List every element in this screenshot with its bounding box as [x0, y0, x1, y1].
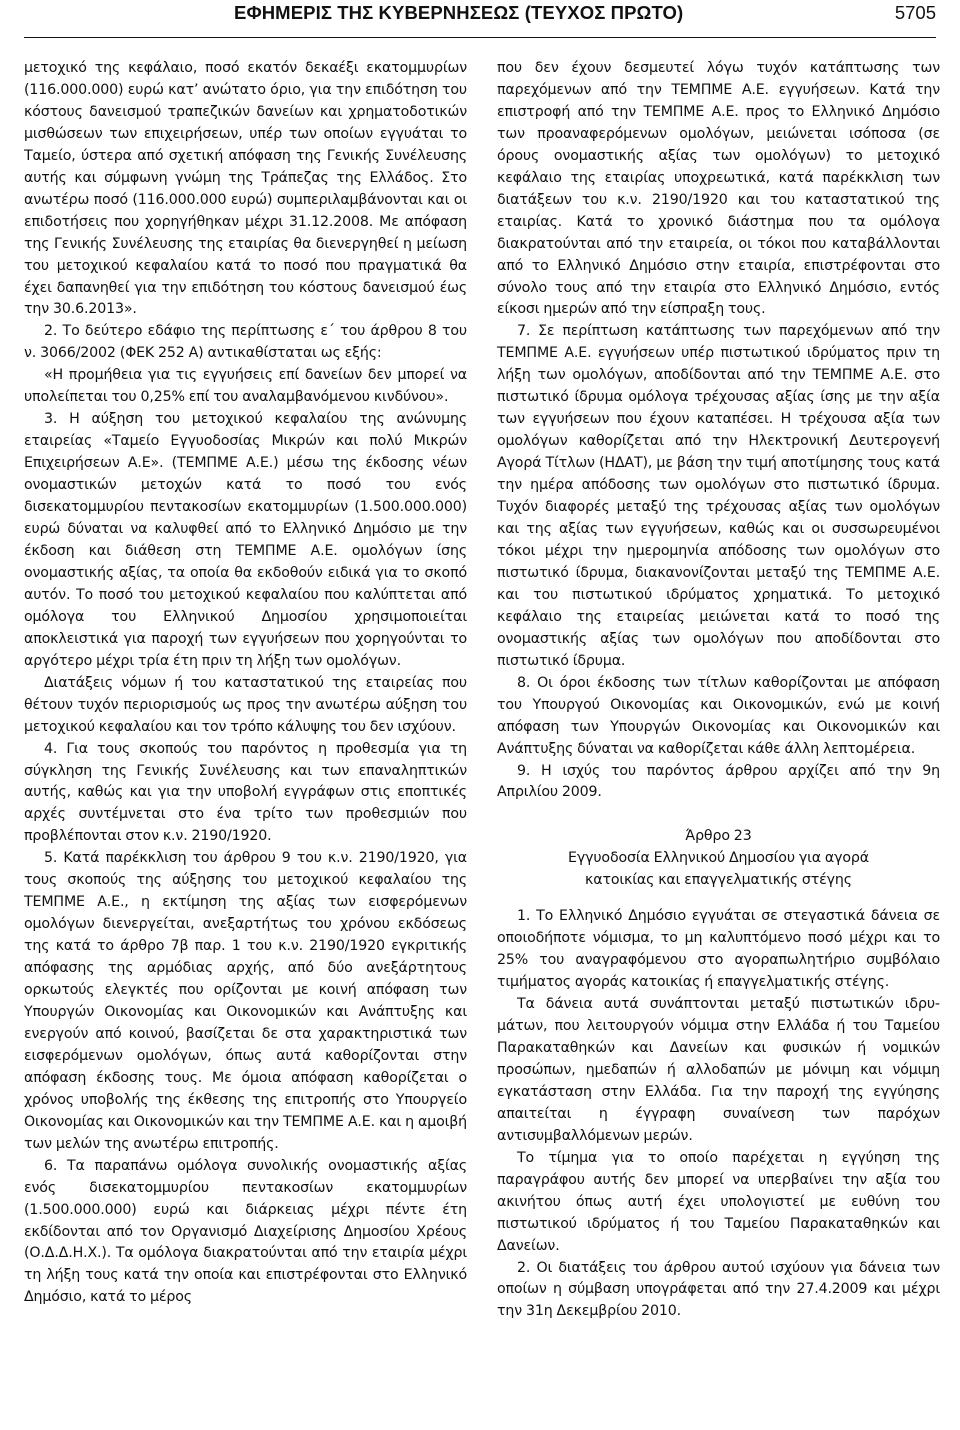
- article-subtitle: κατοικίας και επαγγελματικής στέγης: [585, 872, 852, 889]
- paragraph: 4. Για τους σκοπούς του παρόντος η προθεσμία για τη σύγκληση της Γενικής Συνέλευσης και των επαναληπτικών αυτής, καθώς και για την υποβολή εγγράφων στις εποπτικές αρχές συντέμνεται στο ένα τρίτο των προθεσμιών που προβλέπονται στον κ.ν. 2190/1920.: [24, 740, 467, 845]
- page-header: [24, 0, 936, 34]
- gazette-title: ΕΦΗΜΕΡΙΣ ΤΗΣ ΚΥΒΕΡΝΗΣΕΩΣ (ΤΕΥΧΟΣ ΠΡΩΤΟ): [234, 2, 684, 23]
- paragraph: Τα δάνεια αυτά συνάπτονται μεταξύ πιστωτικών ιδρυμάτων, που λειτουργούν νόμιμα στην Ελλάδα ή του Ταμείου Παρακαταθηκών και Δανείων και φυσικών ή νομικών προσώπων, ημεδαπών ή αλλοδαπών με μόνιμη και νόμιμη εγκατάσταση στην Ελλάδα. Για την παροχή της εγγύησης απαιτείται η έγγραφη συναίνεση των παρόχων αντισυμβαλλόμενων μερών.: [497, 996, 940, 1144]
- paragraph: μετοχικό της κεφάλαιο, ποσό εκατόν δεκαέξι εκατομμυρίων (116.000.000) ευρώ κατ’ ανώτατο όριο, για την επιδότηση του κόστους δανεισμού τραπεζικών δανείων και χρηματοδοτικών μισθώσεων των επιχειρήσεων, υπέρ των οποίων εγγυάται το Ταμείο, ύστερα από σχετική απόφαση της Γενικής Συνέλευσης αυτής και σύμφωνη γνώμη της Τράπεζας της Ελλάδος. Στο ανωτέρω ποσό (116.000.000 ευρώ) συμπεριλαμβάνονται και οι επιδοτήσεις που χορηγήθηκαν μέχρι 31.12.2008. Με απόφαση της Γενικής Συνέλευσης της εταιρίας θα διενεργηθεί η μείωση του μετοχικού κεφαλαίου κατά το ποσό που πραγματικά θα έχει δαπανηθεί για την επιδότηση του κόστους δανεισμού έως την 30.6.2013».: [24, 60, 467, 318]
- paragraph: Διατάξεις νόμων ή του καταστατικού της εταιρείας που θέτουν τυχόν περιορισμούς ως προς την ανωτέρω αύξηση του μετοχικού κεφαλαίου και τον τρόπο κάλυψης του δεν ισχύουν.: [24, 674, 467, 735]
- paragraph: 3. Η αύξηση του μετοχικού κεφαλαίου της ανώνυμης εταιρείας «Ταμείο Εγγυοδοσίας Μικρών και πολύ Μικρών Επιχειρήσεων Α.Ε». (ΤΕΜΠΜΕ Α.Ε.) μέσω της έκδοσης νέων ονομαστικών μετοχών κατά το ποσό του ενός δισεκατομμυρίου πεντακοσίων εκατομμυρίων (1.500.000.000) ευρώ δύναται να καλυφθεί από το Ελληνικό Δημόσιο με την έκδοση και διάθεση στη ΤΕΜΠΜΕ Α.Ε. ομολόγων ίσης ονομαστικής αξίας, τα οποία θα εκδοθούν ειδικά για το σκοπό αυτόν. Το ποσό του μετοχικού κεφαλαίου που καλύπτεται από ομόλογα του Ελληνικού Δημοσίου χρησιμοποιείται αποκλειστικά για παροχή των εγγυήσεων που χορηγούνται το αργότερο μέχρι τρία έτη πριν τη λήξη των ομολόγων.: [24, 411, 467, 669]
- header-rule: [24, 37, 936, 38]
- paragraph: 2. Οι διατάξεις του άρθρου αυτού ισχύουν για δάνεια των οποίων η σύμβαση υπογράφεται από την 27.4.2009 και μέχρι την 31η Δεκεμβρίου 2010.: [497, 1259, 940, 1320]
- left-column: [24, 58, 467, 1309]
- article-subtitle: Εγγυοδοσία Ελληνικού Δημοσίου για αγορά: [568, 850, 869, 867]
- paragraph: 5. Κατά παρέκκλιση του άρθρου 9 του κ.ν. 2190/1920, για τους σκοπούς της αύξησης του μετοχικού κεφαλαίου της ΤΕΜΠΜΕ Α.Ε., η εκτίμηση της αξίας των εισφερόμενων ομολόγων διενεργείται, ανεξαρτήτως του χρόνου εκδόσεως της κατά το άρθρο 7β παρ. 1 του κ.ν. 2190/1920 εγκριτικής απόφασης της αρμόδιας αρχής, από δύο ανεξάρτητους ορκωτούς ελεγκτές που ορίζονται με κοινή απόφαση των Υπουργών Οικονομίας και Οικονομικών και Ανάπτυξης και ενεργούν από κοινού, βασίζεται δε στα χαρακτηριστικά των εισφερόμενων ομολόγων, όπως αυτά καθορίζονται στην απόφαση έκδοσης τους. Με όμοια απόφαση καθορίζεται ο χρόνος υποβολής της έκθεσης της επιτροπής στο Υπουργείο Οικονομίας και Οικονομικών και την ΤΕΜΠΜΕ Α.Ε. και η αμοιβή των μελών της ανωτέρω επιτροπής.: [24, 850, 467, 1152]
- paragraph: 9. Η ισχύς του παρόντος άρθρου αρχίζει από την 9η Απριλίου 2009.: [497, 762, 940, 801]
- paragraph: που δεν έχουν δεσμευτεί λόγω τυχόν κατάπτωσης των παρεχόμενων από την ΤΕΜΠΜΕ Α.Ε. εγγυήσεων. Κατά την επιστροφή από την ΤΕΜΠΜΕ Α.Ε. προς το Ελληνικό Δημόσιο των προαναφερόμενων ομολόγων, μειώνεται ισόποσα (σε όρους ονομαστικής αξίας των ομολόγων) το μετοχικό κεφάλαιο της εταιρίας υποχρεωτικά, κατά παρέκκλιση των διατάξεων του κ.ν. 2190/1920 και του καταστατικού της εταιρίας. Κατά το χρονικό διάστημα που τα ομόλογα διακρατούνται από την εταιρεία, οι τόκοι που καταβάλλονται από το Ελληνικό Δημόσιο στην εταιρία, επιστρέφονται στο σύνολο τους από την εταιρία στο Ελληνικό Δημόσιο, εντός είκοσι ημερών από την είσπραξη τους.: [497, 60, 940, 318]
- paragraph: Το τίμημα για το οποίο παρέχεται η εγγύηση της παραγράφου αυτής δεν μπορεί να υπερβαίνει την αξία του ακινήτου όπως αυτή έχει υπολογιστεί με ευθύνη του πιστωτικού ιδρύματος ή του Ταμείου Παρακαταθηκών και Δανείων.: [497, 1149, 940, 1254]
- article-title: Άρθρο 23: [685, 828, 752, 845]
- paragraph: 1. Το Ελληνικό Δημόσιο εγγυάται σε στεγαστικά δάνεια σε οποιοδήποτε νόμισμα, το μη καλυπτόμενο ποσό μέχρι και το 25% του αναγραφόμενου στο αγοραπωλητήριο συμβόλαιο τιμήματος αγοράς κατοικίας ή επαγγελματικής στέγης.: [497, 908, 940, 991]
- paragraph: 2. Το δεύτερο εδάφιο της περίπτωσης ε΄ του άρθρου 8 του ν. 3066/2002 (ΦΕΚ 252 Α) αντικαθίσταται ως εξής:: [24, 323, 467, 362]
- paragraph: «Η προμήθεια για τις εγγυήσεις επί δανείων δεν μπορεί να υπολείπεται του 0,25% επί του αναλαμβανόμενου κινδύνου».: [24, 367, 467, 406]
- paragraph: 8. Οι όροι έκδοσης των τίτλων καθορίζονται με απόφαση του Υπουργού Οικονομίας και Οικονομικών, ενώ με κοινή απόφαση των Υπουργών Οικονομίας και Οικονομικών και Ανάπτυξης δύναται να καθορίζεται κάθε άλλη λεπτομέρεια.: [497, 674, 940, 757]
- page-number: 5705: [894, 2, 936, 23]
- right-column: [497, 58, 940, 1323]
- paragraph: 6. Τα παραπάνω ομόλογα συνολικής ονομαστικής αξίας ενός δισεκατομμυρίου πεντακοσίων εκατομμυρίων (1.500.000.000) ευρώ και διάρκειας μέχρι πέντε έτη εκδίδονται από τον Οργανισμό Διαχείρισης Δημοσίου Χρέους (Ο.Δ.Δ.Η.Χ.). Τα ομόλογα διακρατούνται από την εταιρία μέχρι τη λήξη τους κατά την οποία και επιστρέφονται στο Ελληνικό Δημόσιο, κατά το μέρος: [24, 1157, 467, 1306]
- paragraph: 7. Σε περίπτωση κατάπτωσης των παρεχόμενων από την ΤΕΜΠΜΕ Α.Ε. εγγυήσεων υπέρ πιστωτικού ιδρύματος πριν τη λήξη των ομολόγων, αποδίδονται από την ΤΕΜΠΜΕ Α.Ε. στο πιστωτικό ίδρυμα ομόλογα τρέχουσας αξίας ίσης με την αξία των εγγυήσεων που έχουν καταπέσει. Η τρέχουσα αξία των ομολόγων καθορίζεται από την Ηλεκτρονική Δευτερογενή Αγορά Τίτλων (ΗΔΑΤ), με βάση την τιμή αποτίμησης τους κατά την ημέρα απόδοσης των ομολόγων στο πιστωτικό ίδρυμα. Τυχόν διαφορές μεταξύ της τρέχουσας αξίας των ομολόγων και της αξίας των εγγυήσεων, καθώς και οι συσσωρευμένοι τόκοι μέχρι την ημερομηνία απόδοσης των ομολόγων στο πιστωτικό ίδρυμα, διακανονίζονται μεταξύ της ΤΕΜΠΜΕ Α.Ε. και του πιστωτικού ιδρύματος χρηματικά. Το μετοχικό κεφάλαιο της εταιρείας μειώνεται κατά το ποσό της ονομαστικής αξίας των ομολόγων που αποδίδονται στο πιστωτικό ίδρυμα.: [497, 323, 940, 669]
